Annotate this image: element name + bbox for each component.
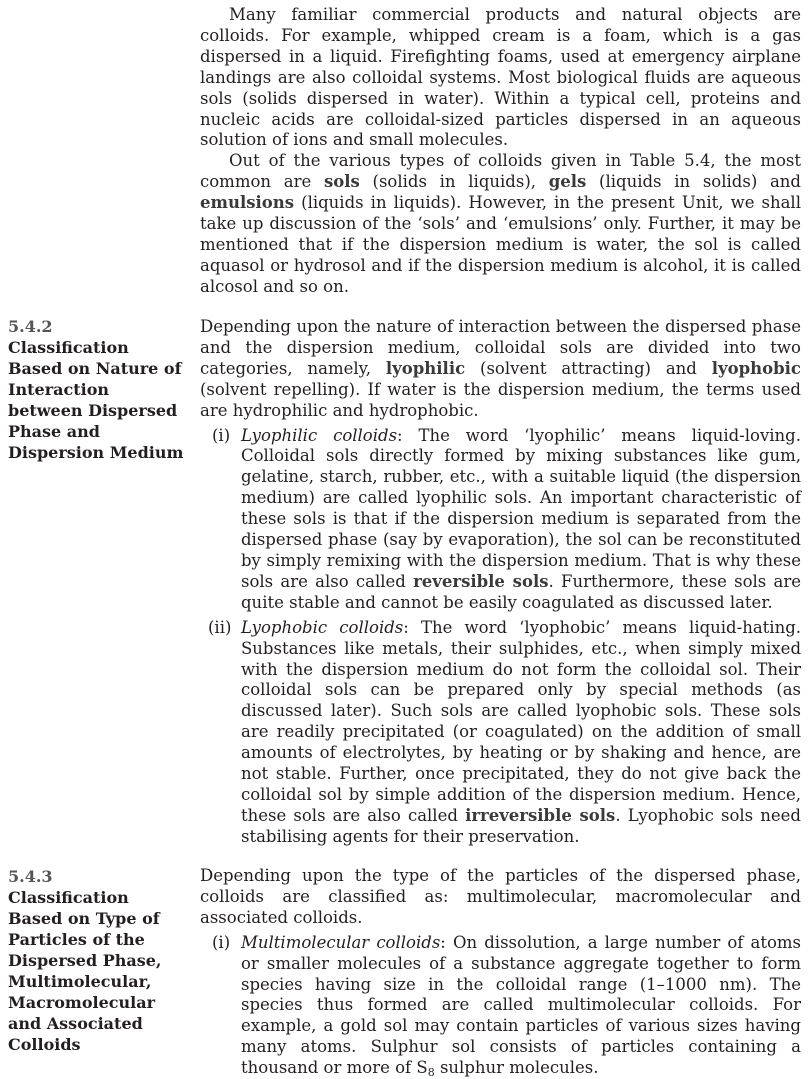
item-text: : On dissolution, a large number of atoms or smaller molecules of a substance aggregate together to form species having size in the colloidal range (1–1000 nm). The species thus formed are called multimolecular colloids. For example, a gold sol may contain particles of various sizes having many atoms. Sulphur sol consists of particles containing a thousand or more of bbox=[241, 932, 801, 1078]
paragraph-text: (solids in liquids), bbox=[359, 172, 549, 192]
list-marker: (i) bbox=[212, 932, 231, 952]
list-item-lyophobic bbox=[200, 618, 801, 848]
keyword-lyophilic: lyophilic bbox=[385, 358, 466, 378]
list-marker: (ii) bbox=[208, 617, 232, 637]
keyword-lyophobic: lyophobic bbox=[711, 358, 801, 378]
intro-section bbox=[200, 5, 801, 298]
item-text: : The word ‘lyophobic’ means liquid-hating. Substances like metals, their sulphides, etc., when simply mixed with the dispersion medium do not form the colloidal sol. Their colloidal sols can be prepared only by special methods (as discussed later). Such sols are called lyophobic sols. These sols are readily precipitated (or coagulated) on the addition of small amounts of electrolytes, by heating or by shaking and hence, are not stable. Further, once precipitated, they do not give back the colloidal sol by simple addition of the dispersion medium. Hence, these sols are also called bbox=[241, 617, 801, 825]
term-multimolecular-colloids: Multimolecular colloids bbox=[241, 932, 441, 952]
keyword-irreversible-sols: irreversible sols bbox=[465, 805, 616, 825]
section-5-4-2-body bbox=[200, 317, 801, 848]
section-title: Classification Based on Type of Particles of the Dispersed Phase, Multimolecular, Macromolecular and Associated Colloids bbox=[8, 888, 162, 1054]
item-text: . Furthermore, these sols are quite stable and cannot be easily coagulated as discussed later. bbox=[241, 571, 801, 612]
list-marker: (i) bbox=[212, 425, 231, 445]
section-number: 5.4.2 bbox=[8, 317, 53, 336]
keyword-sols: sols bbox=[323, 172, 360, 192]
keyword-emulsions: emulsions bbox=[200, 193, 295, 213]
section-intro-paragraph: Depending upon the type of the particles of the dispersed phase, colloids are classified as: multimolecular, macromolecular and associated colloids. bbox=[200, 866, 801, 927]
formula-symbol: S bbox=[416, 1058, 428, 1078]
section-5-4-3-heading bbox=[8, 866, 188, 1055]
classification-list bbox=[200, 933, 801, 1079]
formula-subscript: 8 bbox=[427, 1066, 435, 1079]
section-5-4-2-heading bbox=[8, 316, 188, 463]
section-intro-paragraph bbox=[200, 317, 801, 422]
section-5-4-3-body bbox=[200, 866, 801, 1079]
paragraph-text: Depending upon the nature of interaction between the dispersed phase and the dispersion medium, colloidal sols are divided into two categories, namely, bbox=[200, 317, 801, 378]
paragraph-text: (liquids in liquids). However, in the present Unit, we shall take up discussion of the ‘sols’ and ‘emulsions’ only. Further, it may be mentioned that if the dispersion medium is water, the sol is called aquasol or hydrosol and if the dispersion medium is alcohol, it is called alcosol and so on. bbox=[200, 193, 801, 296]
item-text: . Lyophobic sols need stabilising agents for their preservation. bbox=[241, 805, 801, 846]
list-item-multimolecular bbox=[200, 933, 801, 1079]
term-lyophilic-colloids: Lyophilic colloids bbox=[241, 425, 398, 445]
paragraph-text: (solvent repelling). If water is the dispersion medium, the terms used are hydrophilic and hydrophobic. bbox=[200, 379, 801, 420]
section-number: 5.4.3 bbox=[8, 867, 53, 886]
keyword-gels: gels bbox=[548, 172, 587, 192]
paragraph-text: (solvent attracting) and bbox=[465, 358, 712, 378]
item-text: sulphur molecules. bbox=[434, 1058, 599, 1078]
section-title: Classification Based on Nature of Interaction between Dispersed Phase and Dispersion Medium bbox=[8, 338, 184, 462]
item-text: : The word ‘lyophilic’ means liquid-loving. Colloidal sols directly formed by mixing substances like gum, gelatine, starch, rubber, etc., with a suitable liquid (the dispersion medium) are called lyophilic sols. An important characteristic of these sols is that if the dispersion medium is separated from the dispersed phase (say by evaporation), the sol can be reconstituted by simply remixing with the dispersion medium. That is why these sols are also called bbox=[241, 425, 801, 591]
intro-paragraph-2 bbox=[200, 151, 801, 297]
intro-paragraph-1 bbox=[200, 5, 801, 151]
paragraph-text: Out of the various types of colloids given in Table 5.4, the most common are bbox=[200, 151, 801, 192]
keyword-reversible-sols: reversible sols bbox=[413, 571, 549, 591]
classification-list bbox=[200, 426, 801, 848]
list-item-lyophilic bbox=[200, 426, 801, 614]
term-lyophobic-colloids: Lyophobic colloids bbox=[241, 617, 404, 637]
paragraph-text: (liquids in solids) and bbox=[586, 172, 801, 192]
paragraph-text: Many familiar commercial products and natural objects are colloids. For example, whipped cream is a foam, which is a gas dispersed in a liquid. Firefighting foams, used at emergency airplane landings are also colloidal systems. Most biological fluids are aqueous sols (solids dispersed in water). Within a typical cell, proteins and nucleic acids are colloidal-sized particles dispersed in an aqueous solution of ions and small molecules. bbox=[200, 5, 801, 150]
